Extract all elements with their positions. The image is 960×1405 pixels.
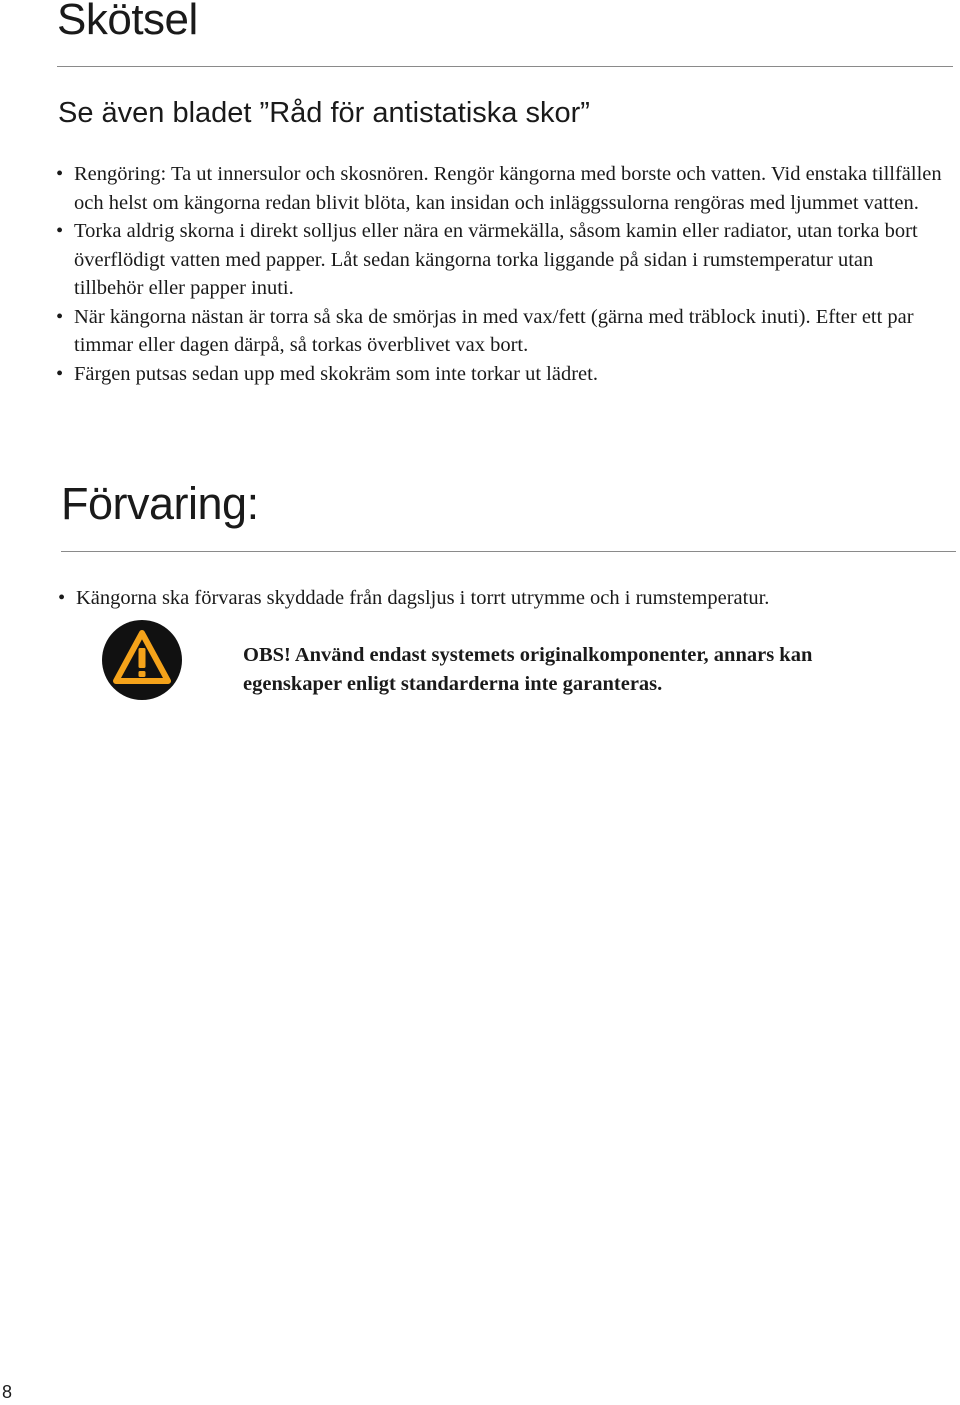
bullet: •	[56, 305, 64, 328]
list-item-text: Torka aldrig skorna i direkt solljus eller nära en värmekälla, såsom kamin eller radiator, utan torka bort överflödigt vatten med papper. Låt sedan kängorna torka liggande på sidan i rumstemperatur utan tillbehör eller papper inuti.	[74, 220, 918, 299]
list-item-text: Rengöring: Ta ut innersulor och skosnören. Rengör kängorna med borste och vatten. Vid enstaka tillfällen och helst om kängorna redan blivit blöta, kan insidan och inläggssulorna rengöras med ljummet vatten.	[74, 163, 942, 214]
warning-icon-exclamation-dot	[139, 671, 146, 677]
warning-triangle-icon	[101, 619, 183, 701]
bullet: •	[58, 587, 66, 609]
section-subtitle-skotsel: Se även bladet ”Råd för antistatiska skor”	[58, 97, 590, 129]
list-item	[50, 584, 945, 613]
bullet: •	[56, 163, 64, 185]
list-item	[48, 360, 943, 389]
warning-note: OBS! Använd endast systemets originalkomponenter, annars kan egenskaper enligt standarderna inte garanteras.	[243, 644, 813, 695]
bullet: •	[56, 362, 64, 385]
list-item-text: När kängorna nästan är torra så ska de smörjas in med vax/fett (gärna med träblock inuti). Efter ett par timmar eller dagen därpå, så torkas överblivet vax bort.	[74, 305, 914, 356]
section-title-skotsel: Skötsel	[57, 0, 198, 44]
list-item	[48, 217, 943, 303]
list-item	[48, 160, 943, 217]
list-item	[48, 303, 943, 360]
title-divider-skotsel	[57, 66, 953, 67]
bullet: •	[56, 220, 64, 242]
title-divider-forvaring	[61, 551, 956, 552]
section-title-forvaring: Förvaring:	[61, 478, 259, 529]
list-item-text: Kängorna ska förvaras skyddade från dagsljus i torrt utrymme och i rumstemperatur.	[76, 587, 770, 609]
page-number: 8	[2, 1382, 13, 1402]
warning-icon-exclamation-bar	[139, 648, 146, 668]
storage-instructions-list	[50, 584, 945, 613]
list-item-text: Färgen putsas sedan upp med skokräm som inte torkar ut lädret.	[74, 362, 598, 385]
care-instructions-list	[48, 160, 943, 388]
